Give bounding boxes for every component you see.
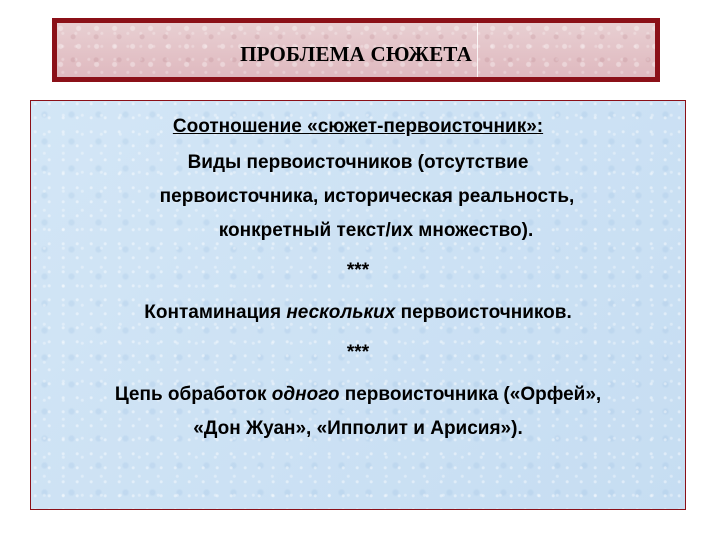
- chain-line-1: [31, 383, 685, 408]
- contamination-line: [31, 301, 685, 326]
- chain-after: первоисточника («Орфей»,: [339, 384, 602, 405]
- chain-line-2: «Дон Жуан», «Ипполит и Арисия»).: [193, 418, 523, 439]
- kinds-line-2: первоисточника, историческая реальность,: [159, 186, 575, 207]
- content-panel: [30, 100, 686, 510]
- contamination-after: первоисточников.: [395, 302, 572, 323]
- contamination-emphasis: нескольких: [286, 302, 396, 323]
- section-heading: Соотношение «сюжет-первоисточник»:: [172, 116, 544, 137]
- kinds-line-3: конкретный текст/их множество).: [218, 220, 534, 241]
- chain-before: Цепь обработок: [114, 384, 272, 405]
- slide-title: ПРОБЛЕМА СЮЖЕТА: [240, 42, 472, 66]
- separator-2: ***: [346, 342, 370, 363]
- title-banner: [52, 18, 660, 82]
- contamination-before: Контаминация: [144, 302, 287, 323]
- separator-1: ***: [346, 260, 370, 281]
- kinds-line-1: Виды первоисточников (отсутствие: [187, 152, 529, 173]
- chain-emphasis: одного: [271, 384, 340, 405]
